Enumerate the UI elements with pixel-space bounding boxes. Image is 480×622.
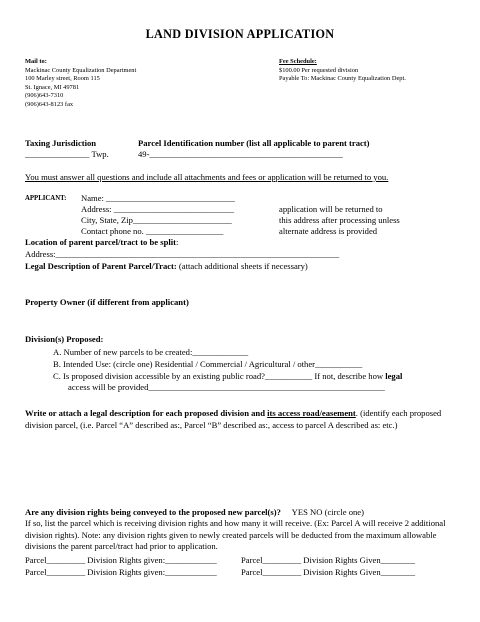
applicant-city-field[interactable]: City, State, Zip_______________________ [81,215,232,225]
fee-schedule-block [279,58,406,84]
rights-explanation: If so, list the parcel which is receiving division rights and how many it will receive. (Ex: Parcel A will receive 2 additional division rights). Note: any division rights given to newly created parcels will be deducted from the maximum allowable divisions the parent parcel/tract had prior to application. [25,518,446,552]
rights-question: Are any division rights being conveyed to the proposed new parcel(s)? [25,507,281,517]
jurisdiction-field[interactable]: _______________ Twp. [25,149,109,159]
location-label: Location of parent parcel/tract to be split [25,237,177,247]
division-item-a[interactable]: A. Number of new parcels to be created:_____________ [53,347,249,357]
applicant-note-line: alternate address is provided [279,226,378,236]
location-address-field[interactable]: Address:__________________________________________________________________ [25,249,340,259]
rights-row-left[interactable]: Parcel_________ Division Rights given:____________ [25,567,217,577]
jurisdiction-label: Taxing Jurisdiction [25,138,97,148]
legal-description-note: (attach additional sheets if necessary) [176,261,308,271]
mail-to-line: (906)643-7310 [25,92,64,100]
applicant-address-field[interactable]: Address: ____________________________ [81,204,235,214]
applicant-phone-field[interactable]: Contact phone no. __________________ [81,226,224,236]
applicant-note-line: this address after processing unless [279,215,400,225]
legal-description-label: Legal Description of Parent Parcel/Tract: [25,261,177,271]
applicant-note-line: application will be returned to [279,204,383,214]
rights-row-right[interactable]: Parcel_________ Division Rights Given________ [241,567,416,577]
property-owner-label: Property Owner (if different from applicant) [25,297,189,307]
mail-to-line: St. Ignace, MI 49781 [25,83,80,91]
mail-to-block [25,58,136,110]
rights-row-left[interactable]: Parcel_________ Division Rights given:____________ [25,555,217,565]
parcel-id-label: Parcel Identification number (list all applicable to parent tract) [138,138,370,148]
mail-to-line: 100 Marley street, Room 115 [25,75,100,83]
instructions-notice: You must answer all questions and include all attachments and fees or application will be returned to you. [25,172,389,182]
applicant-fields [81,193,235,237]
mail-to-line: Mackinac County Equalization Department [25,66,137,74]
rights-question-row [25,507,364,518]
rights-options[interactable]: YES NO (circle one) [291,507,364,517]
fee-schedule-heading: Fee Schedule: [279,58,317,65]
legal-each-paragraph [25,407,445,432]
rights-row-right[interactable]: Parcel_________ Division Rights Given________ [241,555,416,565]
fee-schedule-line: Payable To: Mackinac County Equalization Dept. [279,75,406,83]
applicant-name-field[interactable]: Name: ______________________________ [81,193,235,203]
legal-each-rest: . (identify each proposed division parcel, (i.e. Parcel “A” described as:, Parcel “B” described as:, access to parcel A described as: etc.) [25,408,442,431]
legal-each-bold-underlined: its access road/easement [267,408,356,418]
page-title: LAND DIVISION APPLICATION [145,27,335,41]
mail-to-heading: Mail to: [25,58,47,65]
applicant-note [279,204,400,237]
parcel-id-field[interactable]: 49-_____________________________________________ [138,149,343,159]
division-item-c-text: C. Is proposed division accessible by an existing public road?___________ If not, describe how [53,371,386,381]
division-item-c[interactable] [53,371,402,382]
legal-each-bold: Write or attach a legal description for each proposed division and [25,408,265,418]
location-colon: : [176,237,179,247]
division-item-b[interactable]: B. Intended Use: (circle one) Residential / Commercial / Agricultural / other___________ [53,359,363,369]
applicant-label: APPLICANT: [25,195,67,202]
divisions-label: Division(s) Proposed: [25,334,104,344]
division-item-c-bold: legal [385,371,403,381]
fee-schedule-line: $100.00 Per requested division [279,66,359,74]
division-item-c-continued[interactable]: access will be provided_______________________________________________________ [68,382,385,392]
location-row [25,237,178,248]
legal-description-row [25,261,308,272]
mail-to-line: (906)643-8123 fax [25,100,74,108]
